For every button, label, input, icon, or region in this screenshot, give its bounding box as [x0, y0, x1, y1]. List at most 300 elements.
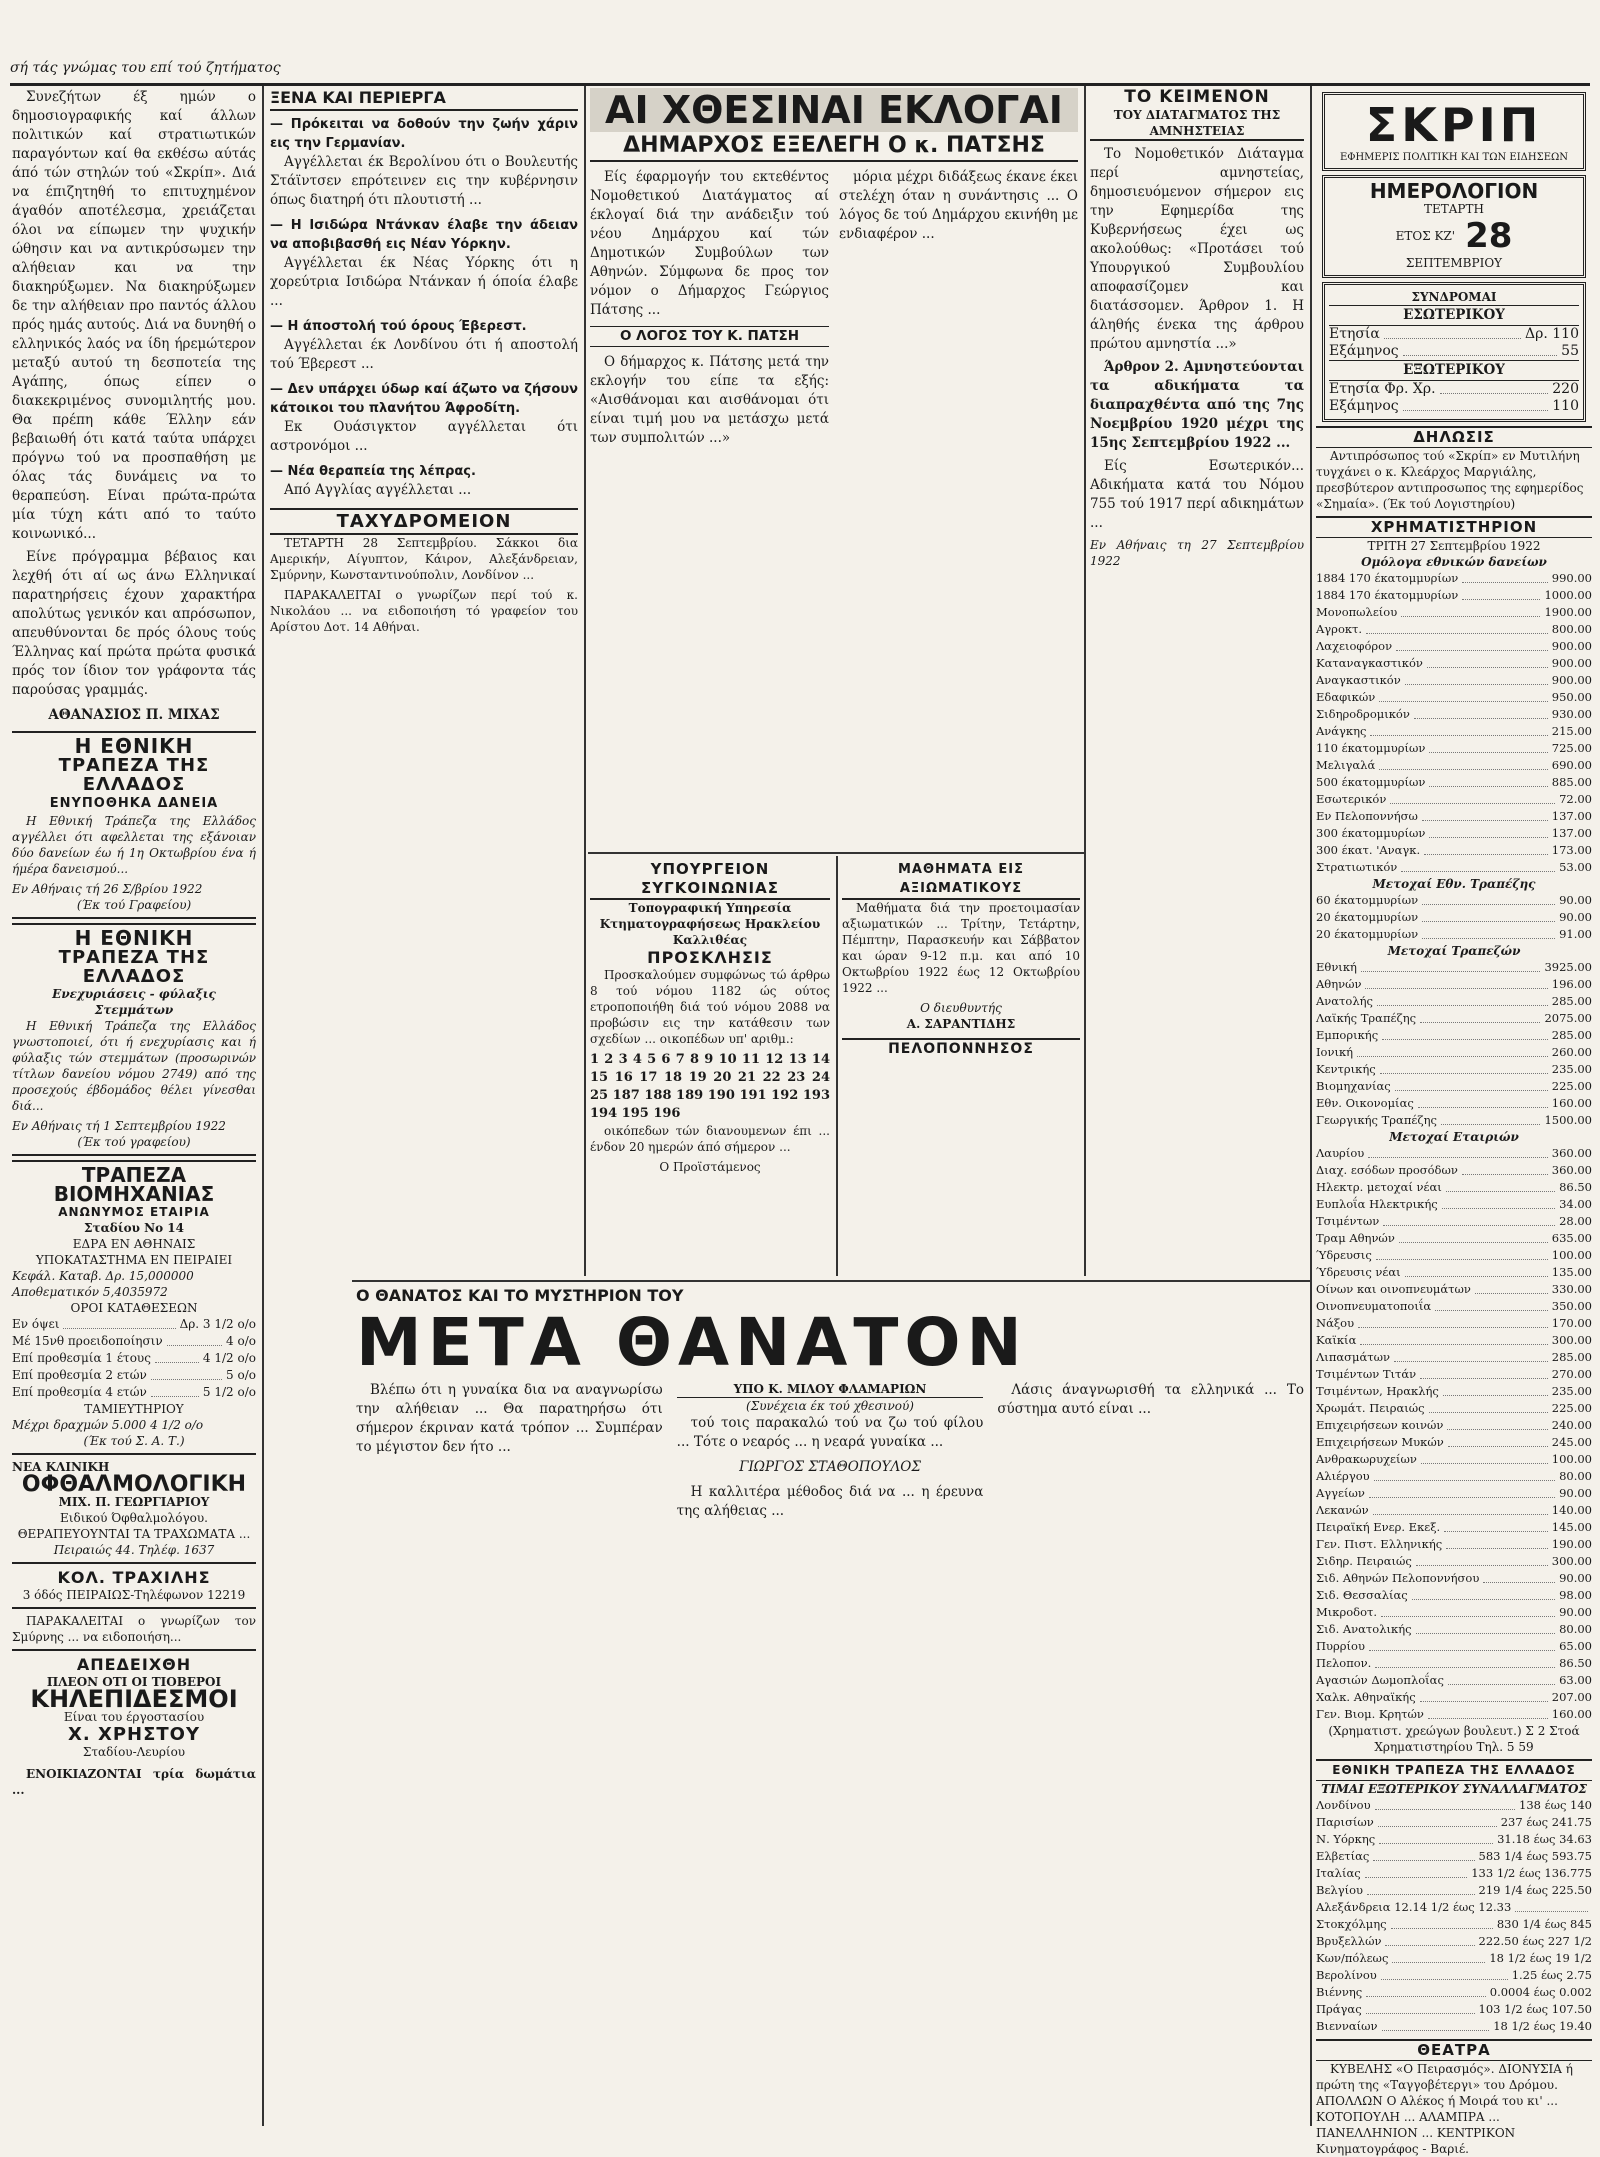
- row-value: 350.00: [1551, 1299, 1592, 1313]
- row-label: Εν όψει: [12, 1317, 60, 1331]
- subs-foreign: ΕΞΩΤΕΡΙΚΟΥ: [1329, 360, 1579, 381]
- ad-signature: (Έκ τού Σ. Α. Τ.): [83, 1434, 185, 1448]
- ad-capital: Κεφάλ. Καταβ. Δρ. 15,000000: [12, 1269, 194, 1283]
- shop-ad: [12, 1568, 256, 1609]
- calendar-box: [1322, 175, 1586, 278]
- news-item-title: — Νέα θεραπεία της λέπρας.: [270, 464, 476, 479]
- ad-title: ΤΡΑΠΕΖΑ ΒΙΟΜΗΧΑΝΙΑΣ: [53, 1163, 215, 1206]
- serial-text: Βλέπω ότι η γυναίκα δια να αναγνωρίσω την αλήθειαν ... Θα παρατηρήσω ότι σήμερον έκριναν κατά τρόπον ... Συμπέραν το μέγιστον δεν ήτο ...: [356, 1382, 663, 1455]
- masthead-subtitle: ΕΦΗΜΕΡΙΣ ΠΟΛΙΤΙΚΗ ΚΑΙ ΤΩΝ ΕΙΔΗΣΕΩΝ: [1339, 152, 1569, 163]
- bourse-table: [1316, 892, 1592, 943]
- row-value: 90.00: [1559, 910, 1592, 924]
- row-value: 34.00: [1559, 1197, 1592, 1211]
- table-row: [1316, 1831, 1592, 1848]
- table-row: [1316, 604, 1592, 621]
- table-row: [1316, 706, 1592, 723]
- leader-dots: [1358, 1315, 1548, 1328]
- calendar-weekday: ΤΕΤΑΡΤΗ: [1424, 202, 1484, 216]
- row-label: Ύδρευσις νέαι: [1316, 1265, 1401, 1279]
- row-value: 1.25 έως 2.75: [1511, 1968, 1592, 1982]
- subs-table: [1329, 326, 1579, 360]
- row-label: Σιδηρ. Πειραιώς: [1316, 1554, 1412, 1568]
- leader-dots: [1483, 1570, 1555, 1583]
- row-value: 215.00: [1551, 724, 1592, 738]
- row-label: Βερολίνου: [1316, 1968, 1377, 1982]
- serial-text: τού τοις παρακαλώ τού να ζω τού φίλου ... Τότε ο νεαρός ... η νεαρά γυναίκα ...: [676, 1415, 984, 1450]
- proof-ad: [12, 1649, 256, 1798]
- row-label: Λεκανών: [1316, 1503, 1369, 1517]
- bourse-table: [1316, 959, 1592, 1129]
- row-label: Λιπασμάτων: [1316, 1350, 1390, 1364]
- row-value: 100.00: [1551, 1248, 1592, 1262]
- row-value: 135.00: [1551, 1265, 1592, 1279]
- table-row: [1316, 1349, 1592, 1366]
- row-label: Παρισίων: [1316, 1815, 1374, 1829]
- table-row: [1316, 1984, 1592, 2001]
- lot-numbers: 1 2 3 4 5 6 7 8 9 10 11 12 13 14 15 16 17 18 19 20 21 22 23 24 25 187 188 189 190 191 192 193 194 195 196: [590, 1052, 830, 1121]
- row-label: Λαυρίου: [1316, 1146, 1365, 1160]
- ad-branch: ΥΠΟΚΑΤΑΣΤΗΜΑ ΕΝ ΠΕΙΡΑΙΕΙ: [35, 1253, 233, 1267]
- leader-dots: [1420, 1689, 1548, 1702]
- article-text: Είς έφαρμογήν του εκτεθέντος Νομοθετικού Διατάγματος αί έκλογαί διά την ανάδειξιν τού νέου Δημάρχου καί τών Δημοτικών Συμβούλων των Αθηνών. Σύμφωνα δε προς τον νόμον ο Δήμαρχος Γεώργιος Πάτσης ...: [590, 169, 829, 318]
- row-label: Γεν. Βιομ. Κρητών: [1316, 1707, 1424, 1721]
- top-left-fragment: σή τάς γνώμας του επί τού ζητήματος: [10, 60, 281, 76]
- article-date: Εν Αθήναις τη 27 Σεπτεμβρίου 1922: [1090, 538, 1304, 568]
- row-value: 160.00: [1551, 1096, 1592, 1110]
- table-row: [1316, 1366, 1592, 1383]
- leader-dots: [1373, 1848, 1474, 1861]
- leader-dots: [1422, 909, 1555, 922]
- row-label: Οίνων και οινοπνευμάτων: [1316, 1282, 1471, 1296]
- table-row: [1329, 381, 1579, 398]
- ad-name: Χ. ΧΡΗΣΤΟΥ: [67, 1724, 201, 1745]
- table-row: [1316, 1095, 1592, 1112]
- row-value: 170.00: [1551, 1316, 1592, 1330]
- leader-dots: [1462, 587, 1540, 600]
- leader-dots: [151, 1367, 222, 1380]
- table-row: [1316, 1315, 1592, 1332]
- table-row: [12, 1316, 256, 1333]
- row-label: 20 έκατομμυρίων: [1316, 910, 1419, 924]
- row-value: 86.50: [1559, 1180, 1592, 1194]
- ad-call: ΠΡΟΣΚΛΗΣΙΣ: [647, 948, 773, 967]
- row-value: 285.00: [1551, 1350, 1592, 1364]
- calendar-month: ΣΕΠΤΕΜΒΡΙΟΥ: [1405, 256, 1503, 270]
- row-value: 583 1/4 έως 593.75: [1478, 1849, 1592, 1863]
- table-row: [1316, 655, 1592, 672]
- leader-dots: [1376, 1247, 1548, 1260]
- bourse-subheading: Μετοχαί Εταιριών: [1389, 1130, 1519, 1144]
- table-row: [1316, 1536, 1592, 1553]
- row-value: 133 1/2 έως 136.775: [1471, 1866, 1592, 1880]
- fx-subheading: ΤΙΜΑΙ ΕΞΩΤΕΡΙΚΟΥ ΣΥΝΑΛΛΑΓΜΑΤΟΣ: [1321, 1782, 1587, 1796]
- leader-dots: [1383, 1213, 1555, 1226]
- table-row: [1316, 1213, 1592, 1230]
- row-label: Αγροκτ.: [1316, 622, 1363, 636]
- row-value: 237 έως 241.75: [1500, 1815, 1592, 1829]
- section-heading: ΘΕΑΤΡΑ: [1316, 2039, 1592, 2061]
- article-text: Το Νομοθετικόν Διάταγμα περί αμνηστείας, δημοσιευόμενον σήμερον εις την Εφημερίδα της Κυβερνήσεως έχει ως ακολούθως: «Προτάσει τού Υπουργικού Συμβουλίου αποφασίζομεν και διατάσσομεν. Άρθρον 1. Η άληθής ένεκα της άρθρου πρώτου αμνηστία ...»: [1090, 146, 1304, 352]
- table-row: [1316, 1468, 1592, 1485]
- row-label: Νάξου: [1316, 1316, 1355, 1330]
- ad-savings-heading: ΤΑΜΙΕΥΤΗΡΙΟΥ: [84, 1402, 184, 1416]
- news-item-title: — Πρόκειται να δοθούν την ζωήν χάριν εις την Γερμανίαν.: [270, 117, 578, 151]
- table-row: [1316, 1281, 1592, 1298]
- row-value: 900.00: [1551, 673, 1592, 687]
- table-row: [1316, 1179, 1592, 1196]
- column-2: [270, 88, 578, 1276]
- row-label: Ανάγκης: [1316, 724, 1367, 738]
- serial-continued: (Συνέχεια έκ τού χθεσινού): [746, 1399, 914, 1413]
- leader-dots: [1412, 1587, 1555, 1600]
- post-note: ΠΑΡΑΚΑΛΕΙΤΑΙ ο γνωρίζων περί τού κ. Νικολάου ... να ειδοποιήση τό γραφείον του Αρίστου Δοτ. 14 Αθήναι.: [270, 588, 578, 634]
- serial-text: Η καλλιτέρα μέθοδος διά να ... η έρευνα της αλήθειας ...: [676, 1484, 984, 1519]
- row-label: Πράγας: [1316, 2002, 1362, 2016]
- row-value: 55: [1561, 343, 1579, 359]
- section-heading: ΧΡΗΜΑΤΙΣΤΗΡΙΟΝ: [1316, 516, 1592, 538]
- column-rule: [836, 856, 838, 1276]
- news-item: [270, 317, 578, 374]
- leader-dots: [1429, 774, 1547, 787]
- row-value: 137.00: [1551, 809, 1592, 823]
- leader-dots: [1380, 1061, 1548, 1074]
- row-label: Κεντρικής: [1316, 1062, 1376, 1076]
- row-label: Ευπλοΐα Ηλεκτρικής: [1316, 1197, 1438, 1211]
- row-value: 270.00: [1551, 1367, 1592, 1381]
- table-row: [1316, 1672, 1592, 1689]
- leader-dots: [1446, 1179, 1555, 1192]
- row-label: 300 έκατ. 'Αναγκ.: [1316, 843, 1421, 857]
- row-value: 1500.00: [1544, 1113, 1592, 1127]
- notice-text: ΠΑΡΑΚΑΛΕΙΤΑΙ ο γνωρίζων τον Σμύρνης ... να ειδοποιήση...: [12, 1614, 256, 1644]
- leader-dots: [1422, 808, 1548, 821]
- table-row: [1316, 1027, 1592, 1044]
- bank-ad-2: [12, 923, 256, 1156]
- row-label: Επί προθεσμία 2 ετών: [12, 1368, 147, 1382]
- table-row: [1316, 2001, 1592, 2018]
- leader-dots: [1420, 1366, 1548, 1379]
- leader-dots: [1367, 1882, 1475, 1895]
- ad-title: Η ΕΘΝΙΚΗ: [74, 734, 194, 758]
- row-value: 240.00: [1551, 1418, 1592, 1432]
- leader-dots: [1366, 1984, 1486, 1997]
- leader-dots: [1381, 1604, 1555, 1617]
- news-item-text: Αγγέλλεται έκ Λονδίνου ότι ή αποστολή τού Έβερεστ ...: [270, 337, 578, 372]
- table-row: [1316, 1706, 1592, 1723]
- row-label: Ετησία Φρ. Χρ.: [1329, 381, 1436, 397]
- leader-dots: [1396, 638, 1548, 651]
- rent-notice: ΕΝΟΙΚΙΑΖΟΝΤΑΙ τρία δωμάτια ...: [12, 1767, 256, 1797]
- row-value: 900.00: [1551, 639, 1592, 653]
- table-row: [1316, 993, 1592, 1010]
- table-row: [1329, 326, 1579, 343]
- row-label: Τσιμέντων Τιτάν: [1316, 1367, 1417, 1381]
- bourse-subheading: Μετοχαί Εθν. Τραπέζης: [1372, 877, 1536, 891]
- row-value: 160.00: [1551, 1707, 1592, 1721]
- top-rule: [10, 83, 1590, 86]
- row-label: Βελγίου: [1316, 1883, 1363, 1897]
- table-row: [1316, 774, 1592, 791]
- leader-dots: [1382, 1027, 1548, 1040]
- table-row: [1316, 825, 1592, 842]
- headline: ΑΙ ΧΘΕΣΙΝΑΙ ΕΚΛΟΓΑΙ: [590, 88, 1078, 132]
- leader-dots: [1418, 1095, 1548, 1108]
- leader-dots: [1405, 672, 1548, 685]
- table-row: [1316, 570, 1592, 587]
- row-label: Ιταλίας: [1316, 1866, 1361, 1880]
- row-value: 72.00: [1559, 792, 1592, 806]
- row-value: 5 1/2 ο/ο: [202, 1385, 256, 1399]
- leader-dots: [1357, 1044, 1548, 1057]
- serial-byline: ΥΠΟ Κ. ΜΙΛΟΥ ΦΛΑΜΑΡΙΩΝ: [677, 1381, 984, 1398]
- leader-dots: [1368, 1145, 1548, 1158]
- ad-title: ΑΠΕΔΕΙΧΘΗ: [76, 1655, 192, 1674]
- ad-title: ΤΡΑΠΕΖΑ ΤΗΣ ΕΛΛΑΔΟΣ: [58, 755, 210, 795]
- ad-text: οικόπεδων τών διανουμενων έπι ... ένδον 20 ημερών άπό σήμερον ...: [590, 1124, 830, 1154]
- row-label: Καϊκία: [1316, 1333, 1357, 1347]
- row-label: Ύδρευσις: [1316, 1248, 1372, 1262]
- row-value: 235.00: [1551, 1384, 1592, 1398]
- row-value: 63.00: [1559, 1673, 1592, 1687]
- row-label: Ελβετίας: [1316, 1849, 1370, 1863]
- table-row: [1316, 926, 1592, 943]
- row-label: Ανθρακωρυχείων: [1316, 1452, 1417, 1466]
- row-label: Εθν. Οικονομίας: [1316, 1096, 1414, 1110]
- table-row: [1316, 757, 1592, 774]
- table-row: [1316, 740, 1592, 757]
- leader-dots: [1401, 859, 1555, 872]
- table-row: [1316, 1933, 1592, 1950]
- leader-dots: [1427, 655, 1548, 668]
- row-label: Αναγκαστικόν: [1316, 673, 1401, 687]
- bourse-subheading: Ομόλογα εθνικών δανείων: [1361, 555, 1547, 569]
- row-label: Οινοπνευματοποιΐα: [1316, 1299, 1432, 1313]
- ad-title: ΜΑΘΗΜΑΤΑ ΕΙΣ ΑΞΙΩΜΑΤΙΚΟΥΣ: [842, 860, 1080, 900]
- table-row: [1316, 959, 1592, 976]
- table-row: [1316, 808, 1592, 825]
- news-item-text: Αγγέλλεται έκ Βερολίνου ότι ο Βουλευτής Στάϊντσεν επρότεινεν εις την κυβέρνησιν όπως διατηρή ότι πλουτιστή ...: [270, 154, 578, 208]
- column-4: [1090, 88, 1304, 1276]
- row-value: 360.00: [1551, 1163, 1592, 1177]
- news-items: [270, 115, 578, 500]
- table-row: [1316, 1417, 1592, 1434]
- news-item: [270, 462, 578, 500]
- subs-table: [1329, 381, 1579, 415]
- row-label: Εξάμηνος: [1329, 398, 1399, 414]
- row-value: 145.00: [1551, 1520, 1592, 1534]
- row-value: 4 ο/ο: [226, 1334, 256, 1348]
- row-value: 635.00: [1551, 1231, 1592, 1245]
- article-text: Άρθρον 2. Αμνηστεύονται τα αδικήματα τα διαπραχθέντα από της 7ης Νοεμβρίου 1920 μέχρι της 15ης Σεπτεμβρίου 1922 ...: [1090, 359, 1304, 451]
- row-label: Εμπορικής: [1316, 1028, 1379, 1042]
- row-label: Επιχειρήσεων κοινών: [1316, 1418, 1444, 1432]
- row-value: 725.00: [1551, 741, 1592, 755]
- ad-subtitle: Τοπογραφική Υπηρεσία Κτηματογραφήσεως Ηρακλείου Καλλιθέας: [599, 901, 821, 947]
- rate-table: [12, 1316, 256, 1401]
- table-row: [1316, 1865, 1592, 1882]
- row-value: 330.00: [1551, 1282, 1592, 1296]
- ad-signature: Ο διευθυντής: [920, 1001, 1002, 1015]
- row-value: 285.00: [1551, 994, 1592, 1008]
- serial-signature: ΓΙΩΡΓΟΣ ΣΤΑΘΟΠΟΥΛΟΣ: [739, 1459, 921, 1475]
- ad-text: Μαθήματα διά την προετοιμασίαν αξιωματικών ... Τρίτην, Τετάρτην, Πέμπτην, Παρασκευήν και Σάββατον και ώραν 9-12 π.μ. και από 10 Οκτωβρίου 1922 έως 12 Οκτωβρίου 1922 ...: [842, 901, 1080, 995]
- row-value: 885.00: [1551, 775, 1592, 789]
- table-row: [1316, 638, 1592, 655]
- article-text: Είνε πρόγραμμα βέβαιος και λεχθή ότι αί ως άνω Ελληνικαί παρατηρήσεις έχουν χαρακτήρα απολύτως γενικόν και απρόσωπον, απευθύνονται δε πρός όλους τούς Έλληνας καί πρώτα πρώτα φυσικά πρός τον ίδιον τον γράφοντα τάς παρούσας γραμμάς.: [12, 549, 256, 698]
- serial-title: ΜΕΤΑ ΘΑΝΑΤΟΝ: [356, 1304, 1028, 1381]
- section-subheading: ΤΟΥ ΔΙΑΤΑΓΜΑΤΟΣ ΤΗΣ ΑΜΝΗΣΤΕΙΑΣ: [1090, 107, 1304, 141]
- leader-dots: [1429, 825, 1547, 838]
- row-value: 300.00: [1551, 1333, 1592, 1347]
- row-value: 5 ο/ο: [226, 1368, 256, 1382]
- subscriptions-box: [1322, 282, 1586, 422]
- leader-dots: [1416, 1553, 1548, 1566]
- leader-dots: [1405, 1264, 1548, 1277]
- table-row: [1316, 689, 1592, 706]
- table-row: [1316, 1383, 1592, 1400]
- section-heading: ΔΗΛΩΣΙΣ: [1316, 426, 1592, 448]
- ad-capital: Αποθεματικόν 5,4035972: [12, 1285, 168, 1299]
- row-value: Δρ. 110: [1525, 326, 1579, 342]
- ad-date: Εν Αθήναις τή 26 Σ/βρίου 1922: [12, 882, 203, 896]
- row-label: Πειραϊκή Ενερ. Εκεξ.: [1316, 1520, 1441, 1534]
- leader-dots: [1414, 706, 1548, 719]
- row-label: Εθνική: [1316, 960, 1357, 974]
- ad-text: Προσκαλούμεν συμφώνως τώ άρθρω 8 τού νόμου 1182 ώς ούτος ετροποποιήθη διά τού νόμου 2088 να προβώσιν εις την κατάθεσιν των σχεδίων ... οικοπέδων υπ' αριθμ.:: [590, 968, 830, 1046]
- row-value: 190.00: [1551, 1537, 1592, 1551]
- column-1: [12, 88, 256, 2128]
- row-label: 20 έκατομμυρίων: [1316, 927, 1419, 941]
- row-label: Αθηνών: [1316, 977, 1362, 991]
- table-row: [1316, 1264, 1592, 1281]
- leader-dots: [1369, 1485, 1555, 1498]
- row-label: Καταναγκαστικόν: [1316, 656, 1423, 670]
- row-label: Εσωτερικόν: [1316, 792, 1387, 806]
- row-value: 18 1/2 έως 19.40: [1493, 2019, 1592, 2033]
- row-value: 110: [1552, 398, 1579, 414]
- table-row: [1316, 1145, 1592, 1162]
- table-row: [1316, 723, 1592, 740]
- leader-dots: [1429, 740, 1547, 753]
- table-row: [1316, 1078, 1592, 1095]
- leader-dots: [1379, 757, 1548, 770]
- row-value: 800.00: [1551, 622, 1592, 636]
- row-label: Εδαφικών: [1316, 690, 1376, 704]
- row-value: 90.00: [1559, 893, 1592, 907]
- row-value: 196.00: [1551, 977, 1592, 991]
- ad-text: Η Εθνική Τράπεζα της Ελλάδος αγγέλλει ότι αφελλεται της εξάνοιαν δύο δανείων έω ή 1η Οκτωβρίου ένα ή ήμέρα δανεισμού...: [12, 814, 256, 876]
- row-label: Επί προθεσμία 1 έτους: [12, 1351, 151, 1365]
- bourse-subheading: Μετοχαί Τραπεζών: [1387, 944, 1521, 958]
- leader-dots: [1429, 1400, 1548, 1413]
- table-row: [1316, 1247, 1592, 1264]
- calendar-day: 28: [1465, 216, 1513, 256]
- leader-dots: [1379, 689, 1548, 702]
- row-label: Αλεξάνδρεια 12.14 1/2 έως 12.33: [1316, 1900, 1512, 1914]
- column-rule: [584, 86, 586, 1276]
- article-text: Συνεζήτων έξ ημών ο δημοσιογραφικής καί άλλων πολιτικών καί στρατιωτικών παραγόντων καί θα εκθέσω αύτάς άπό τών στηλών τού «Σκρίπ». Διά να έπιζητηθή το επιτυχημένον άγαθόν αποτέλεσμα, χρειάζεται όλοι να είπωμεν την ψυχικήν ώθησιν και να αντικρύσωμεν την αλήθειαν και να την διακηρύξωμεν. Να διακηρύξωμεν δε την αλήθειαν προ παντός άλλου πρός ημάς αυτούς. Διά να δυνηθή ο ελληνικός λαός να ίδη ήρεμώτερον μεταξύ αυτού τη δεσποτεία της Αγάπης, όπως είπεν ο διακεκριμένος συνομιλητής μου. Θα πρέπη κάθε Έλλην εάν βεβαιωθή ότι κατά ταύτα υπάρχει πρόγνω τού να προσπαθήση με όλας τάς δυνάμεις να το θεραπεύση. Είναι πρώτα-πρώτα μία τύχη κάτι από το ταύτο κοινωνικό...: [12, 89, 256, 542]
- row-value: 220: [1552, 381, 1579, 397]
- section-rule: [588, 852, 1084, 854]
- leader-dots: [1365, 1865, 1468, 1878]
- row-value: 222.50 έως 227 1/2: [1478, 1934, 1592, 1948]
- column-5: [1316, 88, 1592, 2156]
- row-label: Βιενναίων: [1316, 2019, 1378, 2033]
- leader-dots: [1366, 621, 1548, 634]
- leader-dots: [1385, 1933, 1474, 1946]
- table-row: [1316, 1797, 1592, 1814]
- table-row: [1316, 1061, 1592, 1078]
- ad-title: ΟΦΘΑΛΜΟΛΟΓΙΚΗ: [21, 1472, 247, 1497]
- ad-signature: Ο Προϊστάμενος: [659, 1160, 761, 1174]
- row-value: 235.00: [1551, 1062, 1592, 1076]
- row-value: 53.00: [1559, 860, 1592, 874]
- leader-dots: [1373, 1502, 1548, 1515]
- leader-dots: [1422, 892, 1555, 905]
- row-value: Δρ. 3 1/2 ο/ο: [179, 1317, 256, 1331]
- signature: ΑΘΑΝΑΣΙΟΣ Π. ΜΙΧΑΣ: [48, 707, 220, 723]
- leader-dots: [1375, 1797, 1515, 1810]
- notice-text: Αντιπρόσωπος τού «Σκρίπ» εν Μυτιλήνη τυγχάνει ο κ. Κλεάρχος Μαργιάλης, πρεσβύτερον αντιπροσωπος της εφημερίδος «Σημαία». (Έκ τού Λογιστηρίου): [1316, 449, 1584, 511]
- table-row: [1329, 343, 1579, 360]
- table-row: [1316, 621, 1592, 638]
- article-text: Ο δήμαρχος κ. Πάτσης μετά την εκλογήν του είπε τα εξής: «Αισθάνομαι και αισθάνομαι ότι είναι τιμή μου να μετάσχω μετά των συμπολιτών ...»: [590, 354, 829, 446]
- row-label: Εν Πελοποννήσω: [1316, 809, 1418, 823]
- row-value: 3925.00: [1544, 960, 1592, 974]
- row-label: Διαχ. εσόδων προσόδων: [1316, 1163, 1458, 1177]
- row-value: 100.00: [1551, 1452, 1592, 1466]
- row-value: 260.00: [1551, 1045, 1592, 1059]
- row-label: Βρυξελλών: [1316, 1934, 1382, 1948]
- row-value: 2075.00: [1544, 1011, 1592, 1025]
- table-row: [1316, 1502, 1592, 1519]
- leader-dots: [1446, 1536, 1548, 1549]
- ad-subtitle: ΕΝΥΠΟΘΗΚΑ ΔΑΝΕΙΑ: [49, 796, 219, 811]
- subs-heading: ΣΥΝΔΡΟΜΑΙ: [1411, 290, 1497, 304]
- table-row: [1316, 1451, 1592, 1468]
- article-text: Είς Εσωτερικόν... Αδικήματα κατά του Νόμου 755 τού 1917 περί αδικημάτων ...: [1090, 458, 1304, 531]
- row-value: 300.00: [1551, 1554, 1592, 1568]
- row-label: Σιδ. Ανατολικής: [1316, 1622, 1412, 1636]
- table-row: [12, 1384, 256, 1401]
- row-label: Χρωμάτ. Πειραιώς: [1316, 1401, 1425, 1415]
- row-label: Ιονική: [1316, 1045, 1354, 1059]
- leader-dots: [1442, 1196, 1555, 1209]
- ad-subtitle: Ενεχυριάσεις - φύλαξις Στεμμάτων: [52, 987, 216, 1017]
- ad-address: Πειραιώς 44. Τηλέφ. 1637: [53, 1543, 215, 1557]
- news-item-text: Εκ Ουάσιγκτον αγγέλλεται ότι αστρονόμοι ...: [270, 419, 578, 454]
- row-value: 140.00: [1551, 1503, 1592, 1517]
- table-row: [1316, 1689, 1592, 1706]
- table-row: [1316, 587, 1592, 604]
- leader-dots: [1435, 1298, 1548, 1311]
- row-value: 245.00: [1551, 1435, 1592, 1449]
- leader-dots: [1390, 791, 1555, 804]
- leader-dots: [1370, 723, 1547, 736]
- leader-dots: [1365, 976, 1547, 989]
- serial-kicker: Ο ΘΑΝΑΤΟΣ ΚΑΙ ΤΟ ΜΥΣΤΗΡΙΟΝ ΤΟΥ: [356, 1286, 684, 1305]
- leader-dots: [1448, 1672, 1555, 1685]
- table-row: [1316, 1162, 1592, 1179]
- table-row: [1316, 791, 1592, 808]
- section-heading: ΞΕΝΑ ΚΑΙ ΠΕΡΙΕΡΓΑ: [270, 88, 578, 111]
- ad-title: ΥΠΟΥΡΓΕΙΟΝ ΣΥΓΚΟΙΝΩΝΙΑΣ: [590, 860, 830, 900]
- row-value: 900.00: [1551, 656, 1592, 670]
- row-label: 60 έκατομμυρίων: [1316, 893, 1419, 907]
- leader-dots: [1441, 1112, 1541, 1125]
- row-label: Ηλεκτρ. μετοχαί νέαι: [1316, 1180, 1442, 1194]
- row-value: 285.00: [1551, 1028, 1592, 1042]
